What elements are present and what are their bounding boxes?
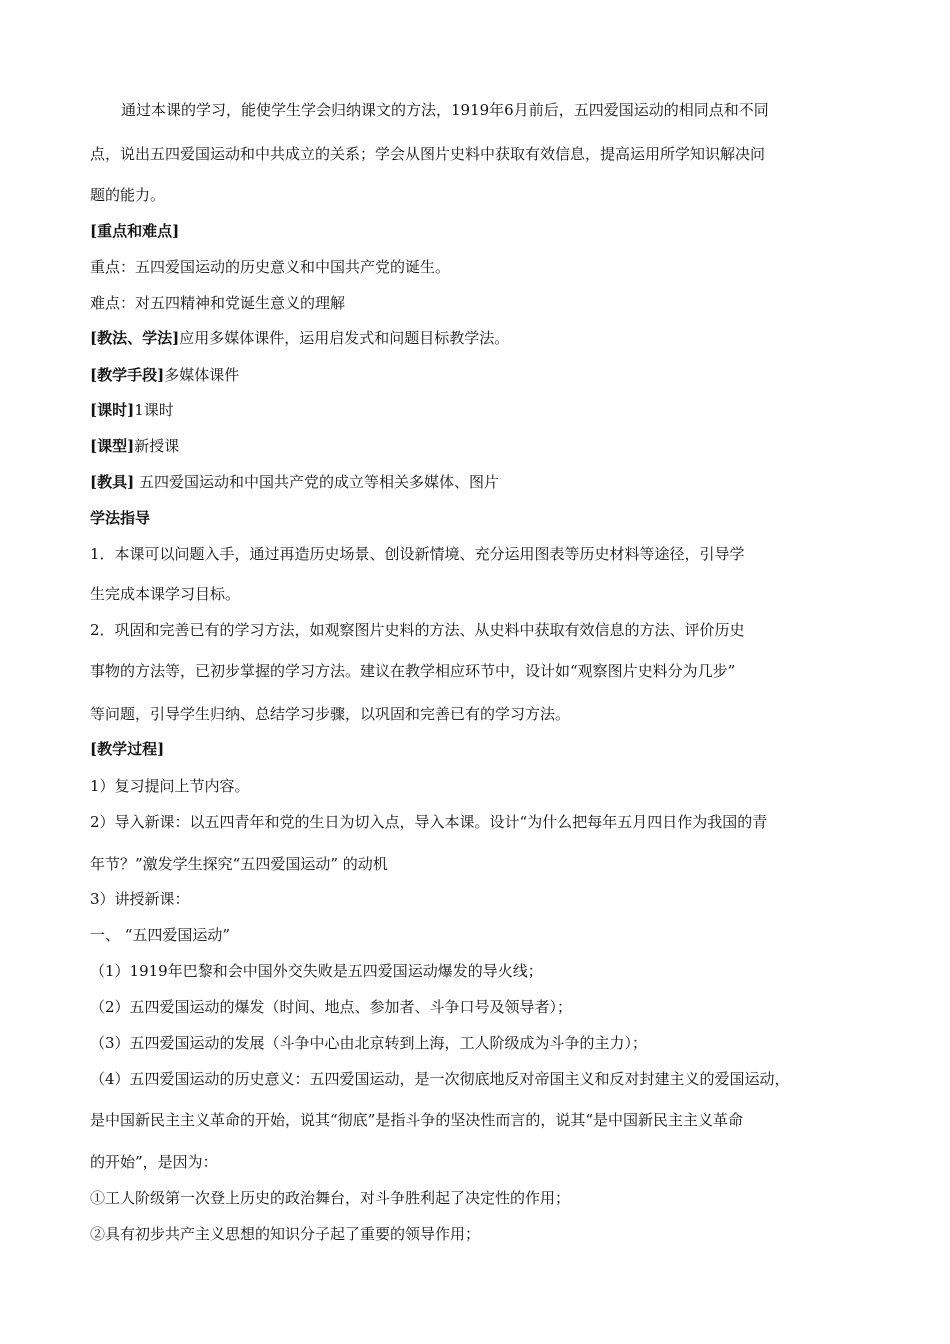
guidance-item-2-line-1: 2．巩固和完善已有的学习方法，如观察图片史料的方法、从史料中获取有效信息的方法、评价历史	[90, 621, 745, 639]
section-one-title: 一、 “五四爱国运动”	[90, 926, 231, 944]
guidance-item-1-line-1: 1．本课可以问题入手，通过再造历史场景、创设新情境、充分运用图表等历史材料等途径，引导学	[90, 545, 745, 563]
section-one-item-3: （3）五四爱国运动的发展（斗争中心由北京转到上海，工人阶级成为斗争的主力）；	[90, 1034, 648, 1052]
process-step-1: 1）复习提问上节内容。	[90, 777, 250, 795]
lesson-hours-heading: [课时]	[90, 401, 135, 419]
process-step-2-line-2: 年节？”激发学生探究“五四爱国运动” 的动机	[90, 855, 388, 873]
section-one-item-4-line-1: （4）五四爱国运动的历史意义：五四爱国运动，是一次彻底地反对帝国主义和反对封建主义的爱国运动，	[90, 1070, 790, 1088]
teaching-means-heading: [教学手段]	[90, 366, 165, 384]
reason-item-2: ②具有初步共产主义思想的知识分子起了重要的领导作用；	[90, 1225, 481, 1243]
lesson-hours-text: 1课时	[134, 401, 174, 419]
section-one-item-4-line-3: 的开始”，是因为：	[90, 1153, 218, 1171]
intro-paragraph-line-1: 通过本课的学习，能使学生学会归纳课文的方法，1919年6月前后，五四爱国运动的相同点和不同	[121, 101, 769, 119]
difficulty-text: 难点：对五四精神和党诞生意义的理解	[90, 294, 346, 312]
teaching-process-heading: [教学过程]	[90, 740, 165, 758]
process-step-2-line-1: 2）导入新课：以五四青年和党的生日为切入点，导入本课。设计“为什么把每年五月四日作为我国的青	[90, 813, 768, 831]
process-step-3: 3）讲授新课：	[90, 890, 190, 908]
teaching-method-heading: [教法、学法]	[90, 329, 180, 347]
section-one-item-2: （2）五四爱国运动的爆发（时间、地点、参加者、斗争口号及领导者）；	[90, 998, 573, 1016]
lesson-type-text: 新授课	[134, 437, 180, 455]
teaching-aids-heading: [教具]	[90, 473, 135, 491]
key-point-text: 重点：五四爱国运动的历史意义和中国共产党的诞生。	[90, 258, 451, 276]
lesson-type-heading: [课型]	[90, 437, 135, 455]
teaching-method-row	[90, 327, 870, 349]
teaching-method-text: 应用多媒体课件，运用启发式和问题目标教学法。	[179, 329, 510, 347]
section-one-item-4-line-2: 是中国新民主主义革命的开始，说其“彻底”是指斗争的坚决性而言的，说其“是中国新民主主义革命	[90, 1111, 744, 1129]
key-points-heading: [重点和难点]	[90, 222, 180, 240]
teaching-aids-text: 五四爱国运动和中国共产党的成立等相关多媒体、图片	[134, 473, 499, 491]
guidance-item-2-line-2: 事物的方法等，已初步掌握的学习方法。建议在教学相应环节中，设计如“观察图片史料分为几步”	[90, 662, 736, 680]
reason-item-1: ①工人阶级第一次登上历史的政治舞台，对斗争胜利起了决定性的作用；	[90, 1189, 571, 1207]
lesson-hours-row	[90, 399, 870, 421]
guidance-item-2-line-3: 等问题，引导学生归纳、总结学习步骤，以巩固和完善已有的学习方法。	[90, 705, 571, 723]
intro-paragraph-line-3: 题的能力。	[90, 186, 166, 204]
teaching-means-text: 多媒体课件	[164, 366, 240, 384]
lesson-type-row	[90, 435, 870, 457]
guidance-item-1-line-2: 生完成本课学习目标。	[90, 585, 241, 603]
intro-paragraph-line-2: 点，说出五四爱国运动和中共成立的关系；学会从图片史料中获取有效信息，提高运用所学知识解决问	[90, 145, 766, 163]
teaching-aids-row	[90, 471, 870, 493]
teaching-means-row	[90, 364, 870, 386]
section-one-item-1: （1）1919年巴黎和会中国外交失败是五四爱国运动爆发的导火线；	[90, 962, 543, 980]
study-guidance-heading: 学法指导	[90, 509, 151, 527]
